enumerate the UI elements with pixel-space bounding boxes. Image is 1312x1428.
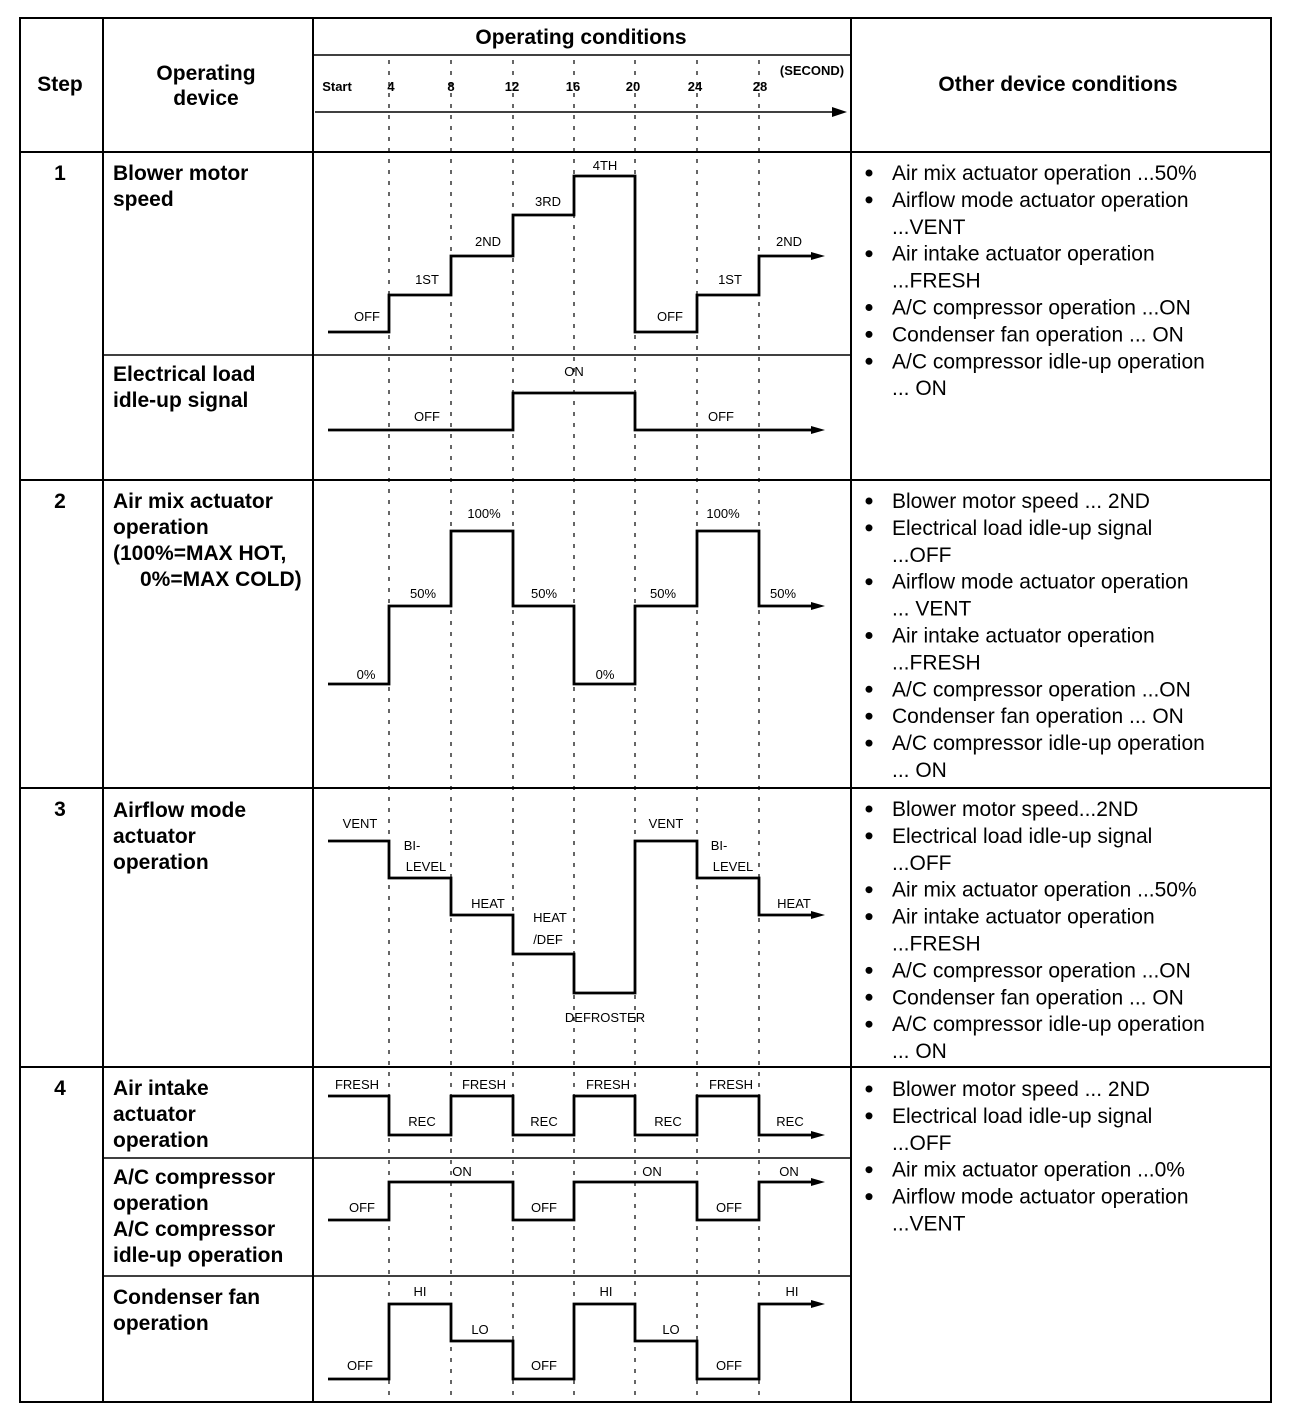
bullet-icon (866, 913, 873, 920)
other-condition-text: ... VENT (892, 597, 972, 621)
device-label: speed (113, 188, 174, 211)
condenser-label: OFF (716, 1358, 742, 1373)
device-label: operation (113, 516, 209, 539)
bullet-icon (866, 250, 873, 257)
bullet-icon (866, 498, 873, 505)
step-number: 4 (54, 1077, 66, 1100)
airflow-label: HEAT (471, 896, 505, 911)
other-condition-text: A/C compressor idle-up operation (892, 1013, 1205, 1037)
bullet-icon (866, 1086, 873, 1093)
device-label: operation (113, 1129, 209, 1152)
compressor-label: ON (452, 1164, 472, 1179)
airmix-label: 0% (595, 667, 615, 682)
other-condition-text: ... ON (892, 1040, 947, 1064)
other-condition-text: A/C compressor operation ...ON (892, 678, 1191, 702)
other-condition-text: ...FRESH (892, 269, 981, 293)
blower-label: 2ND (474, 234, 502, 249)
time-tick-label: 12 (504, 79, 520, 94)
airflow-label: /DEF (533, 932, 563, 947)
header-operating-device-1: Operating (156, 62, 256, 85)
airflow-label: BI- (403, 838, 421, 853)
time-tick-label: 8 (447, 79, 455, 94)
intake-label: REC (654, 1114, 682, 1129)
bullet-icon (866, 686, 873, 693)
device-label: operation (113, 851, 209, 874)
other-condition-text: Electrical load idle-up signal (892, 516, 1153, 540)
time-tick-label: 28 (752, 79, 768, 94)
other-condition-text: Air intake actuator operation (892, 624, 1155, 648)
other-condition-text: Blower motor speed ... 2ND (892, 1078, 1150, 1101)
other-condition-text: Electrical load idle-up signal (892, 824, 1153, 848)
bullet-icon (866, 1112, 873, 1119)
airflow-arrow-icon (811, 911, 825, 919)
bullet-icon (866, 304, 873, 311)
intake-label: REC (408, 1114, 436, 1129)
airflow-label: HEAT (533, 910, 567, 925)
condenser-label: OFF (531, 1358, 557, 1373)
device-label: Airflow mode (113, 799, 247, 822)
device-label: Condenser fan (113, 1286, 261, 1309)
condenser-label: LO (662, 1322, 680, 1337)
other-condition-text: ...OFF (892, 851, 952, 875)
time-unit-label: (SECOND) (779, 63, 845, 78)
step-number: 1 (54, 162, 66, 185)
step-number: 2 (54, 490, 66, 513)
bullet-icon (866, 632, 873, 639)
other-condition-text: A/C compressor operation ...ON (892, 296, 1191, 320)
other-condition-text: Airflow mode actuator operation (892, 570, 1189, 594)
device-label: Air intake (113, 1077, 209, 1100)
intake-arrow-icon (811, 1131, 825, 1139)
compressor-label: OFF (531, 1200, 557, 1215)
airmix-label: 100% (706, 506, 740, 521)
time-axis-arrowhead (832, 107, 847, 117)
other-condition-text: Air intake actuator operation (892, 905, 1155, 929)
other-condition-text: ...VENT (892, 215, 966, 239)
airflow-label: DEFROSTER (564, 1010, 646, 1025)
airmix-label: 50% (409, 586, 437, 601)
airmix-label: 0% (356, 667, 376, 682)
airmix-label: 50% (649, 586, 677, 601)
device-label: 0%=MAX COLD) (140, 568, 302, 591)
bullet-icon (866, 196, 873, 203)
airmix-arrow-icon (811, 602, 825, 610)
blower-label: 2ND (775, 234, 803, 249)
intake-label: FRESH (708, 1077, 754, 1092)
condenser-label: HI (785, 1284, 799, 1299)
other-condition-text: ... ON (892, 377, 947, 401)
condenser-label: HI (413, 1284, 427, 1299)
blower-arrow-icon (811, 252, 825, 260)
device-label: actuator (113, 825, 196, 848)
compressor-label: OFF (349, 1200, 375, 1215)
airmix-waveform (328, 531, 815, 684)
other-condition-text: Blower motor speed...2ND (892, 798, 1139, 821)
time-tick-label: 16 (565, 79, 581, 94)
idleup-label: OFF (708, 409, 734, 424)
device-label: A/C compressor (113, 1218, 276, 1241)
idleup-label: OFF (414, 409, 440, 424)
blower-label: 1ST (718, 272, 742, 287)
bullet-icon (866, 713, 873, 720)
airflow-label: VENT (342, 816, 378, 831)
condenser-label: LO (471, 1322, 489, 1337)
device-label: operation (113, 1192, 209, 1215)
airflow-label: LEVEL (405, 859, 447, 874)
device-label: idle-up signal (113, 389, 249, 412)
airflow-label: BI- (710, 838, 728, 853)
blower-label: OFF (657, 309, 683, 324)
airflow-label: LEVEL (712, 859, 754, 874)
device-label: A/C compressor (113, 1166, 276, 1189)
bullet-icon (866, 578, 873, 585)
bullet-icon (866, 967, 873, 974)
bullet-icon (866, 832, 873, 839)
other-condition-text: Condenser fan operation ... ON (892, 705, 1184, 729)
other-condition-text: ...FRESH (892, 651, 981, 675)
step-number: 3 (54, 798, 66, 821)
device-label: operation (113, 1312, 209, 1335)
other-condition-text: A/C compressor idle-up operation (892, 732, 1205, 756)
time-tick-label: 4 (387, 79, 395, 94)
bullet-icon (866, 331, 873, 338)
bullet-icon (866, 1021, 873, 1028)
blower-label: 1ST (415, 272, 439, 287)
other-condition-text: ...FRESH (892, 932, 981, 956)
airmix-label: 50% (769, 586, 797, 601)
bullet-icon (866, 886, 873, 893)
intake-label: FRESH (334, 1077, 380, 1092)
airflow-label: VENT (648, 816, 684, 831)
airflow-label: HEAT (777, 896, 811, 911)
other-condition-text: ...OFF (892, 1131, 952, 1155)
intake-label: REC (776, 1114, 804, 1129)
header-other-conditions: Other device conditions (938, 73, 1178, 96)
compressor-arrow-icon (811, 1178, 825, 1186)
idleup-arrow-icon (811, 426, 825, 434)
intake-label: FRESH (461, 1077, 507, 1092)
header-step: Step (37, 73, 83, 96)
bullet-icon (866, 1166, 873, 1173)
other-condition-text: A/C compressor operation ...ON (892, 959, 1191, 983)
device-label: actuator (113, 1103, 196, 1126)
bullet-icon (866, 170, 873, 177)
bullet-icon (866, 994, 873, 1001)
other-condition-text: Condenser fan operation ... ON (892, 323, 1184, 347)
other-condition-text: Airflow mode actuator operation (892, 188, 1189, 212)
other-condition-text: Air mix actuator operation ...50% (892, 878, 1197, 902)
airmix-label: 100% (467, 506, 501, 521)
bullet-icon (866, 740, 873, 747)
other-condition-text: Air mix actuator operation ...0% (892, 1158, 1185, 1182)
header-operating-device-2: device (173, 87, 239, 110)
blower-waveform (328, 176, 815, 332)
other-condition-text: ... ON (892, 759, 947, 782)
header-operating-conditions: Operating conditions (475, 26, 687, 49)
other-condition-text: Condenser fan operation ... ON (892, 986, 1184, 1010)
idleup-label: ON (564, 364, 584, 379)
other-condition-text: Airflow mode actuator operation (892, 1185, 1189, 1209)
compressor-label: ON (779, 1164, 799, 1179)
other-condition-text: ...OFF (892, 543, 952, 567)
condenser-label: OFF (347, 1358, 373, 1373)
device-label: Electrical load (113, 363, 256, 386)
time-tick-label: 20 (625, 79, 641, 94)
device-label: idle-up operation (113, 1244, 284, 1267)
other-condition-text: Air intake actuator operation (892, 242, 1155, 266)
device-label: (100%=MAX HOT, (113, 542, 287, 565)
compressor-label: ON (642, 1164, 662, 1179)
blower-label: OFF (354, 309, 380, 324)
other-condition-text: Blower motor speed ... 2ND (892, 490, 1150, 513)
time-tick-label: Start (322, 79, 352, 94)
intake-waveform (328, 1096, 815, 1135)
device-label: Air mix actuator (113, 490, 273, 513)
other-condition-text: A/C compressor idle-up operation (892, 350, 1205, 374)
intake-label: FRESH (585, 1077, 631, 1092)
bullet-icon (866, 358, 873, 365)
bullet-icon (866, 1193, 873, 1200)
bullet-icon (866, 806, 873, 813)
time-tick-label: 24 (687, 79, 703, 94)
other-condition-text: Air mix actuator operation ...50% (892, 162, 1197, 185)
idleup-waveform (328, 393, 815, 430)
device-label: Blower motor (113, 162, 249, 185)
airmix-label: 50% (530, 586, 558, 601)
blower-label: 3RD (534, 194, 562, 209)
condenser-arrow-icon (811, 1300, 825, 1308)
other-condition-text: Electrical load idle-up signal (892, 1104, 1153, 1128)
intake-label: REC (530, 1114, 558, 1129)
condenser-label: HI (599, 1284, 613, 1299)
blower-label: 4TH (592, 158, 618, 173)
other-condition-text: ...VENT (892, 1212, 966, 1236)
compressor-label: OFF (716, 1200, 742, 1215)
bullet-icon (866, 524, 873, 531)
